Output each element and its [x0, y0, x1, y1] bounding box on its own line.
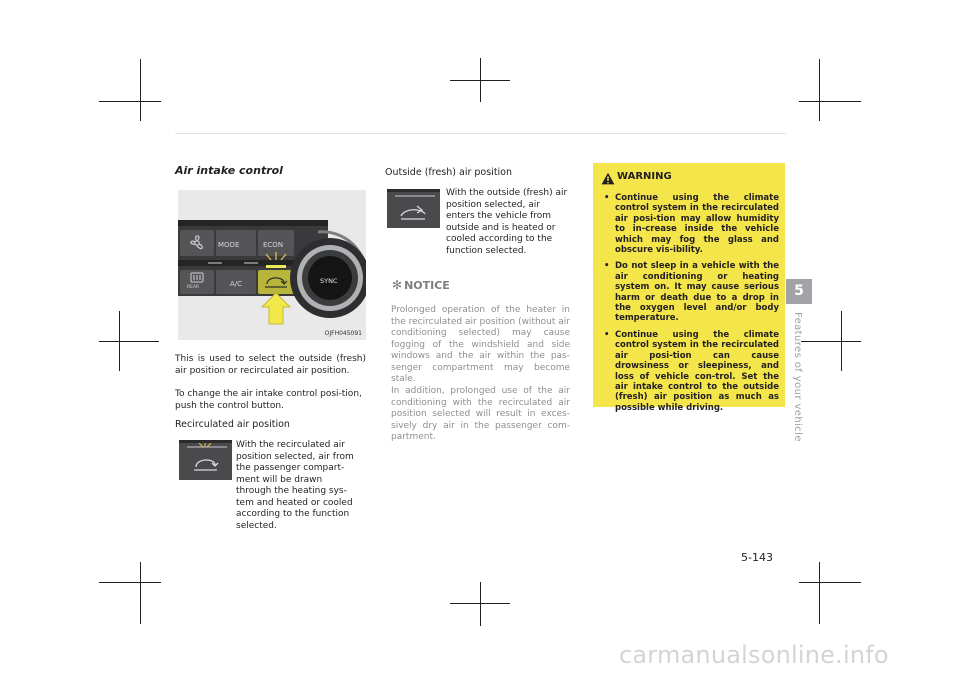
- warning-item: • Continue using the climate control system in the recirculated air posi-tion may allow humidity to in-crease inside the vehicle which may fog the glass and obscure vis-ibility.: [603, 193, 779, 255]
- crop-mark: [819, 59, 820, 121]
- notice-snowflake-icon: ✻: [392, 278, 403, 292]
- outside-heading: Outside (fresh) air position: [385, 167, 513, 178]
- rear-label: REAR: [187, 285, 200, 290]
- air-intake-button: [258, 270, 294, 294]
- outside-air-button-image: [387, 189, 440, 228]
- recirculated-heading: Recirculated air position: [175, 419, 290, 430]
- warning-triangle-icon: [601, 172, 615, 185]
- notice-title: NOTICE: [404, 279, 450, 292]
- ac-label: A/C: [230, 280, 243, 288]
- crop-mark: [799, 101, 861, 102]
- recirculated-description: With the recirculated air position selected, air from the passenger compart-ment will be drawn through the heating sys-tem and heated or cooled according to the function selected.: [236, 440, 354, 531]
- warning-box: [593, 163, 785, 413]
- outside-description: With the outside (fresh) air position selected, air enters the vehicle from outside and is heated or cooled according to the function selected.: [446, 188, 568, 256]
- warning-item: • Continue using the climate control system in the recirculated air posi-tion can cause drowsiness or sleepiness, and loss of vehicle con-trol. Set the air intake control to the outside (fresh) air position as much as possible while driving.: [603, 330, 779, 413]
- figure-code: OJFH045091: [324, 330, 362, 337]
- header-rule: [175, 133, 786, 134]
- crop-mark: [140, 59, 141, 121]
- section-title: Air intake control: [175, 164, 283, 177]
- outside-air-icon: [387, 192, 440, 228]
- crop-mark: [99, 582, 161, 583]
- intro-paragraph: This is used to select the outside (fresh) air position or recirculated air position.: [175, 354, 366, 376]
- crop-mark: [480, 58, 481, 102]
- chapter-tab: 5: [786, 279, 812, 304]
- intro-paragraph-2: To change the air intake control posi-tion, push the control button.: [175, 389, 362, 411]
- mode-label: MODE: [218, 241, 240, 249]
- warning-title: WARNING: [617, 171, 672, 182]
- notice-paragraph-2: In addition, prolonged use of the air conditioning with the recirculated air position selected will result in exces-sively dry air in the passenger com-partment.: [391, 386, 570, 442]
- crop-mark: [480, 582, 481, 626]
- warning-list: [603, 193, 779, 419]
- crop-mark: [99, 341, 159, 342]
- crop-mark: [819, 562, 820, 624]
- crop-mark: [119, 311, 120, 371]
- econ-label: ECON: [263, 241, 284, 249]
- climate-control-figure: [178, 190, 366, 340]
- crop-mark: [799, 582, 861, 583]
- warning-item: • Do not sleep in a vehicle with the air conditioning or heating system on. It may cause serious harm or death due to a drop in the oxygen level and/or body temperature.: [603, 261, 779, 323]
- sync-label: SYNC: [320, 277, 338, 285]
- page-number: 5-143: [741, 551, 773, 564]
- watermark: carmanualsonline.info: [619, 641, 889, 669]
- crop-mark: [801, 341, 861, 342]
- recirculated-button-image: [179, 440, 232, 480]
- crop-mark: [841, 311, 842, 371]
- crop-mark: [140, 562, 141, 624]
- notice-paragraph-1: Prolonged operation of the heater in the recirculated air position (without air conditioning selected) may cause fogging of the windshield and side windows and the air within the pas-senger compartment may become stale.: [391, 305, 570, 384]
- chapter-label: Features of your vehicle: [792, 312, 803, 442]
- fan-button: [180, 230, 214, 256]
- notice-heading: [392, 278, 450, 292]
- climate-panel-illustration: [178, 190, 366, 340]
- recirculation-icon: [179, 443, 232, 480]
- crop-mark: [99, 101, 161, 102]
